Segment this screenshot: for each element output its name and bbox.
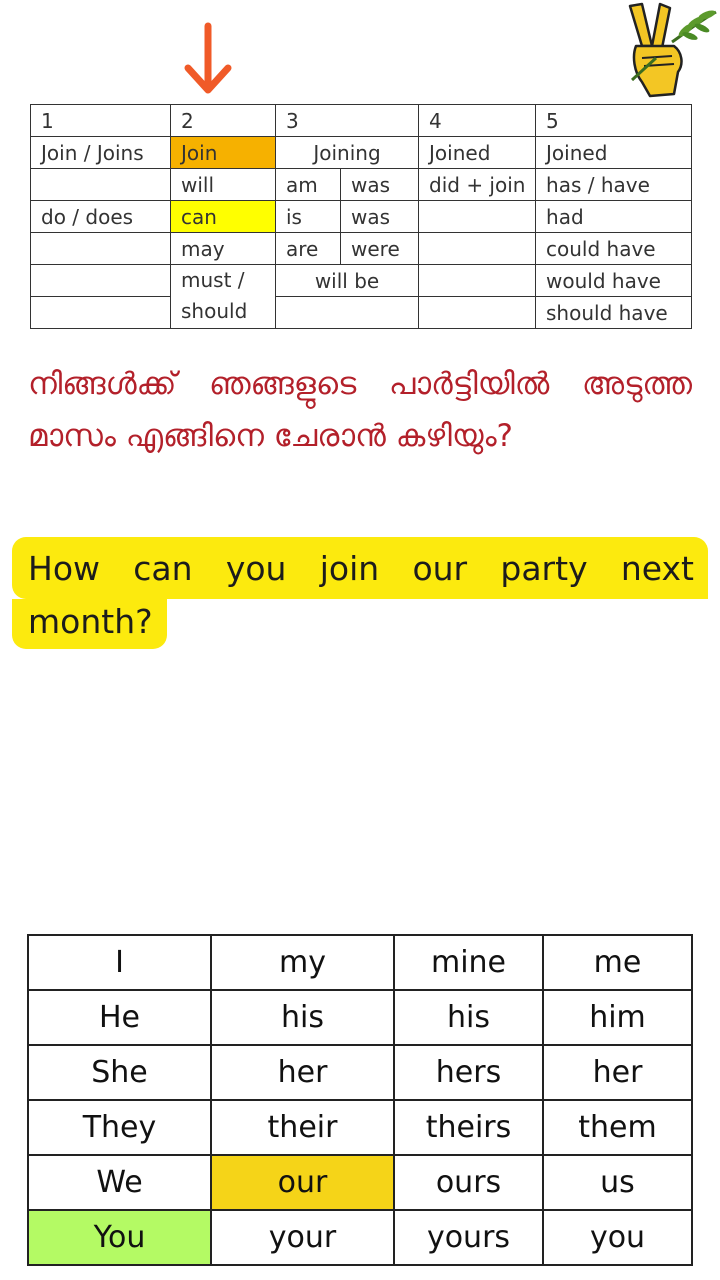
english-question-line-2: month? (12, 599, 167, 649)
table-cell: her (543, 1045, 692, 1100)
table-cell: hers (394, 1045, 543, 1100)
table-cell: will be (276, 265, 419, 297)
table-cell: Joining (276, 137, 419, 169)
table-cell: was (341, 201, 419, 233)
table-row (28, 990, 692, 1045)
table-row (31, 297, 692, 329)
table-cell (419, 201, 536, 233)
table-cell: theirs (394, 1100, 543, 1155)
cell-line: must / (181, 268, 245, 292)
table-row (28, 1210, 692, 1265)
table-row (31, 265, 692, 297)
table-cell: you (543, 1210, 692, 1265)
word: join (319, 549, 380, 588)
table-cell: his (394, 990, 543, 1045)
table-cell: They (28, 1100, 211, 1155)
table-cell: He (28, 990, 211, 1045)
table-row (31, 233, 692, 265)
table-cell (31, 265, 171, 297)
table-cell-must-should (171, 265, 276, 329)
table-cell: their (211, 1100, 394, 1155)
table-cell: Joined (536, 137, 692, 169)
table-row (31, 105, 692, 137)
word: party (500, 549, 588, 588)
table-cell: my (211, 935, 394, 990)
table-cell: your (211, 1210, 394, 1265)
table-cell: them (543, 1100, 692, 1155)
table-cell: him (543, 990, 692, 1045)
table-cell: me (543, 935, 692, 990)
table-cell: Join / Joins (31, 137, 171, 169)
table-cell (419, 265, 536, 297)
table-cell: her (211, 1045, 394, 1100)
table-cell: has / have (536, 169, 692, 201)
table-cell (31, 297, 171, 329)
table-cell: could have (536, 233, 692, 265)
word: can (133, 549, 193, 588)
table-row (28, 935, 692, 990)
table-cell: did + join (419, 169, 536, 201)
table-cell: may (171, 233, 276, 265)
table-cell: would have (536, 265, 692, 297)
table-cell: 3 (276, 105, 419, 137)
table-cell: will (171, 169, 276, 201)
table-cell (31, 169, 171, 201)
word: our (412, 549, 468, 588)
highlighted-cell-you: You (28, 1210, 211, 1265)
malayalam-question: നിങ്ങൾക്ക് ഞങ്ങളുടെ പാർട്ടിയിൽ അടുത്ത മാസം എങ്ങിനെ ചേരാൻ കഴിയും? (28, 366, 692, 454)
cell-line: should (181, 299, 248, 323)
word: How (28, 549, 100, 588)
table-row (31, 201, 692, 233)
highlighted-cell-our: our (211, 1155, 394, 1210)
table-row (28, 1155, 692, 1210)
table-cell: his (211, 990, 394, 1045)
table-cell: do / does (31, 201, 171, 233)
highlighted-cell-join: Join (171, 137, 276, 169)
table-row (28, 1045, 692, 1100)
table-cell: mine (394, 935, 543, 990)
table-cell: had (536, 201, 692, 233)
table-row (31, 169, 692, 201)
table-cell (31, 233, 171, 265)
word: you (225, 549, 287, 588)
table-cell: I (28, 935, 211, 990)
word: next (620, 549, 694, 588)
highlighted-cell-can: can (171, 201, 276, 233)
table-row (28, 1100, 692, 1155)
table-cell: 1 (31, 105, 171, 137)
verb-forms-table (30, 104, 692, 329)
english-question-line-1 (12, 537, 708, 599)
table-cell: am (276, 169, 341, 201)
table-cell (419, 233, 536, 265)
table-cell: us (543, 1155, 692, 1210)
table-cell: were (341, 233, 419, 265)
pronoun-table (27, 934, 693, 1266)
table-cell: ours (394, 1155, 543, 1210)
table-cell: should have (536, 297, 692, 329)
table-cell: 4 (419, 105, 536, 137)
table-cell: is (276, 201, 341, 233)
table-cell: are (276, 233, 341, 265)
table-cell: 2 (171, 105, 276, 137)
table-cell: Joined (419, 137, 536, 169)
table-cell: 5 (536, 105, 692, 137)
table-cell (419, 297, 536, 329)
table-cell: We (28, 1155, 211, 1210)
table-row (31, 137, 692, 169)
table-cell: was (341, 169, 419, 201)
table-cell: She (28, 1045, 211, 1100)
english-question (12, 537, 708, 649)
down-arrow-icon (182, 22, 234, 98)
table-cell: yours (394, 1210, 543, 1265)
table-cell (276, 297, 419, 329)
peace-hand-olive-branch-logo (612, 0, 720, 102)
